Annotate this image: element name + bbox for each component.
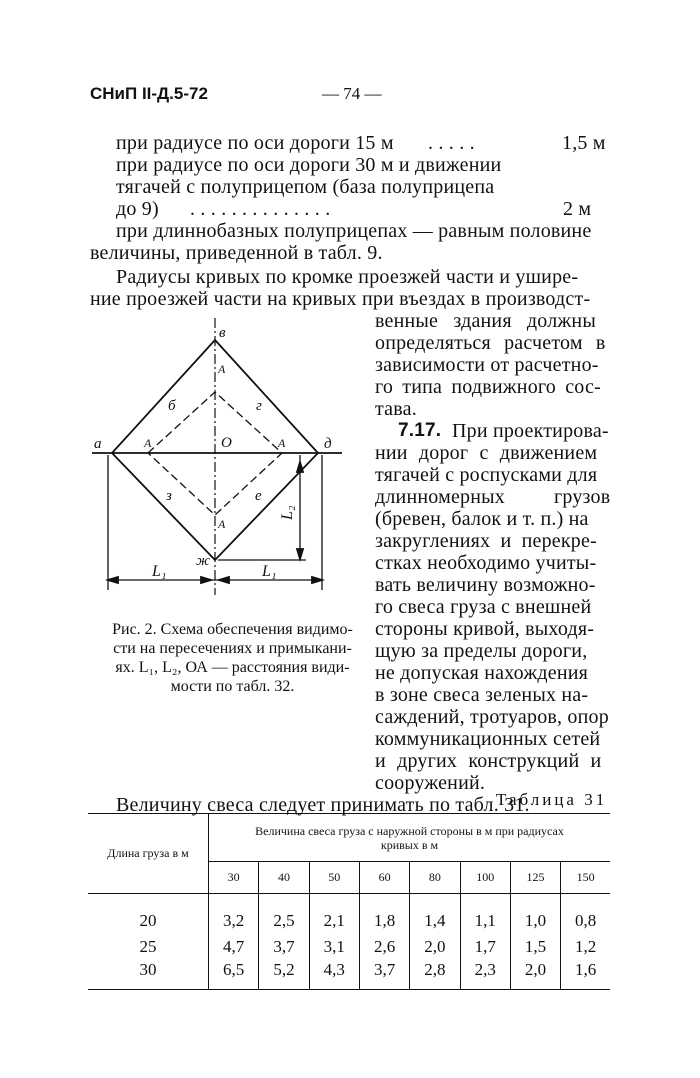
para-line: тягачей с роспусками для xyxy=(375,464,598,486)
col-header-group: Величина свеса груза с наружной стороны в м при радиусах кривых в м xyxy=(209,814,611,862)
list-line-5: при длиннобазных полуприцепах — равным половине xyxy=(116,220,592,242)
list-value-4: 2 м xyxy=(563,198,592,220)
table-title: Таблица 31 xyxy=(496,790,608,809)
para-line: тава. xyxy=(375,398,417,420)
para-line: в зоне свеса зеленых на- xyxy=(375,684,589,706)
cell: 1,2 xyxy=(574,936,597,956)
para-line: нии дорог с движением xyxy=(375,442,598,464)
label-L1: L₁ xyxy=(152,563,167,580)
col-header-length: Длина груза в м xyxy=(88,814,209,894)
para-line: грузов xyxy=(554,486,611,508)
label-g: г xyxy=(256,398,262,414)
cell: 2,1 xyxy=(309,908,359,934)
label-d: д xyxy=(324,436,332,452)
cell: 1,4 xyxy=(410,908,460,934)
label-L1: L₁ xyxy=(262,563,277,580)
list-line-3: тягачей с полуприцепом (база полуприцепа xyxy=(116,176,495,198)
para-line: и других конструкций и xyxy=(375,750,602,772)
label-b: б xyxy=(168,398,176,414)
radius-header: 50 xyxy=(309,862,359,894)
para-line: ние проезжей части на кривых при въездах в производст- xyxy=(90,288,591,310)
caption-line: мости по табл. 32. xyxy=(170,678,295,695)
label-a: а xyxy=(94,436,102,452)
cell: 3,2 xyxy=(209,908,259,934)
cell: 2,5 xyxy=(259,908,309,934)
cell: 4,7 xyxy=(209,934,259,960)
cell: 2,0 xyxy=(510,960,560,990)
cell: 2,6 xyxy=(359,934,409,960)
table-31 xyxy=(88,813,610,990)
cell: 6,5 xyxy=(209,960,259,990)
cell: 3,7 xyxy=(359,960,409,990)
cell: 1,8 xyxy=(359,908,409,934)
document-code: СНиП II-Д.5-72 xyxy=(90,84,208,103)
para-line: го типа подвижного сос- xyxy=(375,376,601,398)
para-line: стках необходимо учиты- xyxy=(375,552,597,574)
label-A: А xyxy=(218,362,226,376)
para-line: Радиусы кривых по кромке проезжей части и ушире- xyxy=(116,266,579,288)
para-line: определяться расчетом в xyxy=(375,332,606,354)
para-line: При проектирова- xyxy=(452,420,609,442)
table-row xyxy=(88,960,610,990)
label-zh: ж xyxy=(196,553,210,569)
cell: 1,0 xyxy=(510,908,560,934)
label-L2: L₂ xyxy=(279,505,296,520)
para-line: го свеса груза с внешней xyxy=(375,596,592,618)
para-line: Величину свеса следует принимать по табл. 31. xyxy=(116,794,530,816)
cell: 2,0 xyxy=(410,934,460,960)
radius-header: 40 xyxy=(259,862,309,894)
caption-line: сти на пересечениях и примыкани- xyxy=(113,640,352,657)
page-number: — 74 — xyxy=(322,84,382,103)
list-dots-1: . . . . . xyxy=(428,132,475,154)
row-length: 20 xyxy=(88,908,209,934)
para-line: венные здания должны xyxy=(375,310,596,332)
list-line-2: при радиусе по оси дороги 30 м и движении xyxy=(116,154,502,176)
visibility-diagram xyxy=(85,310,365,610)
label-e: е xyxy=(255,488,262,504)
para-line: саждений, тротуаров, опор xyxy=(375,706,609,728)
label-A: А xyxy=(144,436,152,450)
section-number: 7.17. xyxy=(398,420,442,441)
cell: 0,8 xyxy=(574,910,597,930)
cell: 5,2 xyxy=(259,960,309,990)
table-row xyxy=(88,934,610,960)
figure-caption xyxy=(95,620,370,696)
row-length: 25 xyxy=(88,934,209,960)
radius-header: 80 xyxy=(410,862,460,894)
label-O: О xyxy=(221,435,232,451)
para-line: закруглениях и перекре- xyxy=(375,530,597,552)
para-line: вать величину возможно- xyxy=(375,574,596,596)
caption-line: ях. L₁, L₂, ОА — расстояния види- xyxy=(115,659,350,676)
cell: 1,7 xyxy=(460,934,510,960)
para-line: коммуникационных сетей xyxy=(375,728,601,750)
row-length: 30 xyxy=(88,960,209,990)
para-line: стороны кривой, выходя- xyxy=(375,618,595,640)
list-line-6: величины, приведенной в табл. 9. xyxy=(90,242,383,264)
label-v: в xyxy=(219,325,226,341)
para-line: длинномерных xyxy=(375,486,505,508)
para-line: сооружений. xyxy=(375,772,486,794)
radius-header: 150 xyxy=(561,862,610,894)
caption-line: Рис. 2. Схема обеспечения видимо- xyxy=(112,621,353,638)
cell: 1,6 xyxy=(574,959,597,979)
para-line: не допуская нахождения xyxy=(375,662,589,684)
para-line: щую за пределы дороги, xyxy=(375,640,588,662)
list-line-4: до 9) xyxy=(116,198,159,220)
cell: 2,3 xyxy=(460,960,510,990)
label-z: з xyxy=(166,488,172,504)
cell: 3,7 xyxy=(259,934,309,960)
radius-header: 100 xyxy=(460,862,510,894)
list-value-1: 1,5 м xyxy=(562,132,606,154)
list-dots-4: . . . . . . . . . . . . . . xyxy=(190,198,331,220)
label-A: А xyxy=(218,517,226,531)
cell: 3,1 xyxy=(309,934,359,960)
para-line: зависимости от расчетно- xyxy=(375,354,599,376)
label-A: А xyxy=(278,436,286,450)
cell: 2,8 xyxy=(410,960,460,990)
para-line: (бревен, балок и т. п.) на xyxy=(375,508,589,530)
cell: 1,5 xyxy=(510,934,560,960)
radius-header: 60 xyxy=(359,862,409,894)
radius-header: 30 xyxy=(209,862,259,894)
cell: 4,3 xyxy=(309,960,359,990)
list-line-1: при радиусе по оси дороги 15 м xyxy=(116,132,394,154)
cell: 1,1 xyxy=(460,908,510,934)
table-row xyxy=(88,908,610,934)
radius-header: 125 xyxy=(510,862,560,894)
